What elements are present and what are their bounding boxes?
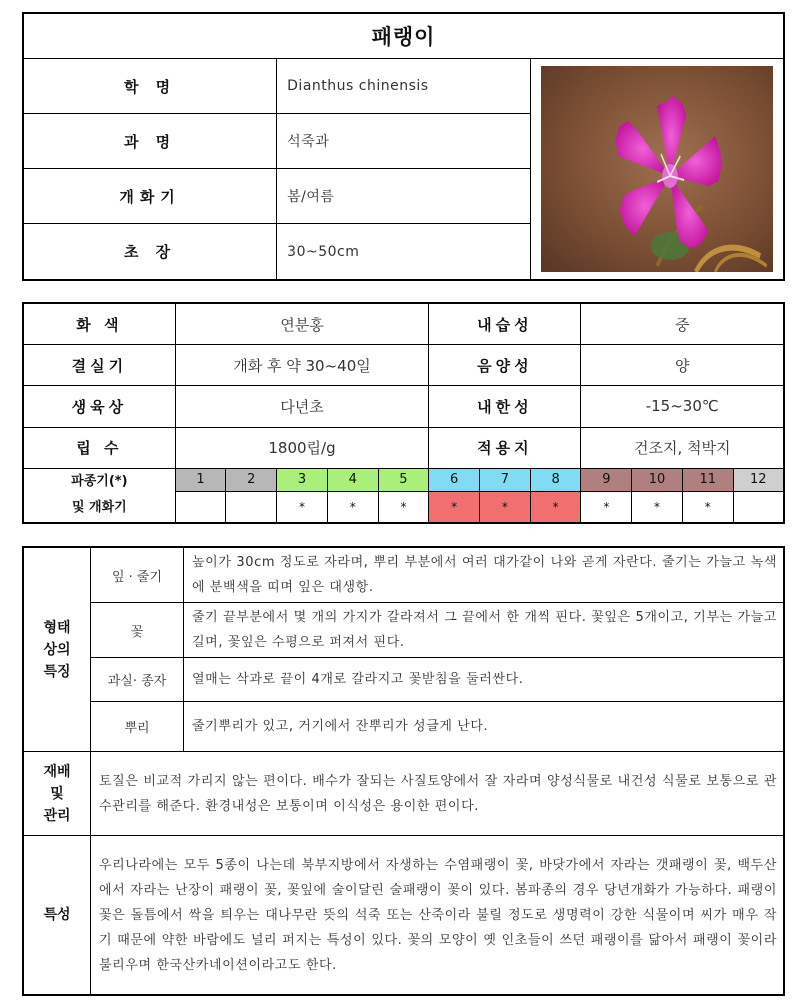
page-title: 패랭이 <box>23 13 784 59</box>
month-cell: 11 <box>682 468 733 491</box>
mark-cell <box>733 491 784 523</box>
description-table <box>22 546 785 996</box>
mark-cell: * <box>327 491 378 523</box>
value-flowering-season: 봄/여름 <box>277 169 531 224</box>
photo-cell <box>530 59 784 281</box>
category-features: 특성 <box>23 836 91 996</box>
text-fruit-seed: 열매는 삭과로 끝이 4개로 갈라지고 꽃받침을 둘러싼다. <box>184 658 785 702</box>
category-morphology-text: 형태 상의 특징 <box>43 619 71 680</box>
seeding-label-line2: 및 개화기 <box>71 500 127 516</box>
flower-photo <box>541 66 773 272</box>
mark-cell: * <box>581 491 632 523</box>
month-cell: 2 <box>226 468 277 491</box>
label-life-form: 생육상 <box>23 386 175 427</box>
mark-cell: * <box>530 491 581 523</box>
mark-cell: * <box>378 491 429 523</box>
text-root: 줄기뿌리가 있고, 거기에서 잔뿌리가 성글게 난다. <box>184 702 785 752</box>
value-cold-tolerance: -15~30℃ <box>581 386 784 427</box>
mark-cell: * <box>480 491 531 523</box>
value-moisture-tolerance: 중 <box>581 303 784 345</box>
part-flower: 꽃 <box>91 603 184 658</box>
month-cell: 12 <box>733 468 784 491</box>
seeding-label-line1: 파종기(*) <box>71 474 128 490</box>
mark-cell <box>175 491 226 523</box>
value-scientific-name: Dianthus chinensis <box>277 59 531 114</box>
category-morphology <box>23 547 91 752</box>
text-features: 우리나라에는 모두 5종이 나는데 북부지방에서 자생하는 수염패랭이 꽃, 바닷가에서 자라는 갯패랭이 꽃, 백두산에서 자라는 난장이 패랭이 꽃, 꽃잎에 술이달린 술패랭이 꽃이 있다. 봄파종의 경우 당년개화가 가능하다. 패랭이 꽃은 돌틈에서 싹을 틔우는 대나무란 뜻의 석죽 또는 산죽이라 불릴 정도로 생명력이 강한 식물이며 씨가 매우 작기 때문에 약한 바람에도 널리 퍼지는 특성이 있다. 꽃의 모양이 옛 인초들이 쓰던 패랭이를 닮아서 패랭이 꽃이라 불리우며 한국산카네이션이라고도 한다. <box>91 836 785 996</box>
value-flower-color: 연분홍 <box>175 303 429 345</box>
label-flower-color: 화 색 <box>23 303 175 345</box>
value-suitable-site: 건조지, 척박지 <box>581 427 784 468</box>
month-cell: 10 <box>632 468 683 491</box>
seeding-label <box>23 468 175 523</box>
month-cell: 3 <box>277 468 328 491</box>
label-fruiting-period: 결실기 <box>23 345 175 386</box>
label-seed-count: 립 수 <box>23 427 175 468</box>
category-cultivation-text: 재배 및 관리 <box>43 763 71 824</box>
value-life-form: 다년초 <box>175 386 429 427</box>
label-flowering-season: 개화기 <box>23 169 277 224</box>
month-cell: 6 <box>429 468 480 491</box>
label-cold-tolerance: 내한성 <box>429 386 581 427</box>
mark-cell <box>226 491 277 523</box>
text-flower: 줄기 끝부분에서 몇 개의 가지가 갈라져서 그 끝에서 한 개씩 핀다. 꽃잎은 5개이고, 기부는 가늘고 길며, 꽃잎은 수평으로 퍼져서 핀다. <box>184 603 785 658</box>
value-family: 석죽과 <box>277 114 531 169</box>
properties-table <box>22 302 785 524</box>
label-family: 과 명 <box>23 114 277 169</box>
mark-cell: * <box>429 491 480 523</box>
part-fruit-seed: 과실· 종자 <box>91 658 184 702</box>
value-light-preference: 양 <box>581 345 784 386</box>
month-cell: 9 <box>581 468 632 491</box>
month-cell: 1 <box>175 468 226 491</box>
label-plant-height: 초 장 <box>23 224 277 280</box>
text-cultivation: 토질은 비교적 가리지 않는 편이다. 배수가 잘되는 사질토양에서 잘 자라며 양성식물로 내건성 식물로 보통으로 관수관리를 해준다. 환경내성은 보통이며 이식성은 용이한 편이다. <box>91 752 785 836</box>
label-scientific-name: 학 명 <box>23 59 277 114</box>
label-moisture-tolerance: 내습성 <box>429 303 581 345</box>
part-leaf-stem: 잎 · 줄기 <box>91 547 184 603</box>
label-suitable-site: 적용지 <box>429 427 581 468</box>
label-light-preference: 음양성 <box>429 345 581 386</box>
value-fruiting-period: 개화 후 약 30~40일 <box>175 345 429 386</box>
mark-cell: * <box>682 491 733 523</box>
mark-cell: * <box>632 491 683 523</box>
month-cell: 5 <box>378 468 429 491</box>
part-root: 뿌리 <box>91 702 184 752</box>
basic-info-table <box>22 12 785 281</box>
month-cell: 4 <box>327 468 378 491</box>
category-cultivation <box>23 752 91 836</box>
value-plant-height: 30~50cm <box>277 224 531 280</box>
value-seed-count: 1800립/g <box>175 427 429 468</box>
text-leaf-stem: 높이가 30cm 정도로 자라며, 뿌리 부분에서 여러 대가같이 나와 곧게 자란다. 줄기는 가늘고 녹색에 분백색을 띠며 잎은 대생항. <box>184 547 785 603</box>
mark-cell: * <box>277 491 328 523</box>
month-cell: 8 <box>530 468 581 491</box>
month-cell: 7 <box>480 468 531 491</box>
